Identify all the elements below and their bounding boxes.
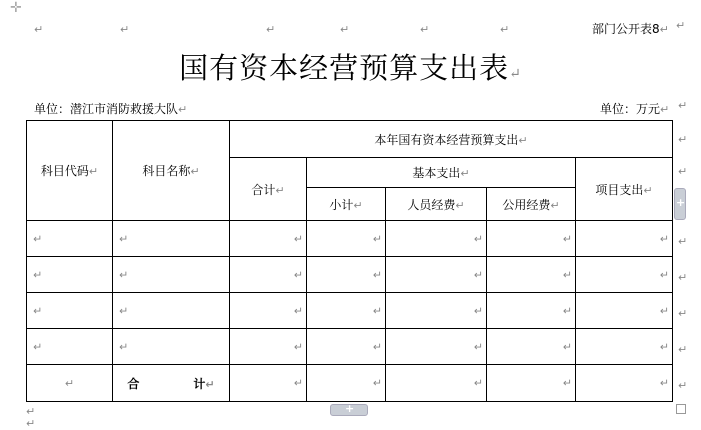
table-row: [27, 293, 673, 329]
plus-icon: +: [676, 196, 686, 209]
cell[interactable]: ↵: [576, 293, 673, 329]
cell[interactable]: ↵: [576, 257, 673, 293]
cell[interactable]: ↵: [576, 221, 673, 257]
header-public-funds: 公用经费↵: [487, 188, 576, 221]
cell[interactable]: ↵: [27, 257, 113, 293]
cell[interactable]: ↵: [386, 221, 487, 257]
plus-icon: +: [345, 402, 355, 415]
header-total: 合计↵: [230, 158, 307, 221]
paragraph-mark: ↵: [120, 23, 130, 36]
cell[interactable]: ↵: [576, 365, 673, 402]
unit-currency: 单位：万元↵: [600, 102, 670, 116]
paragraph-mark: ↵: [340, 23, 350, 36]
cell[interactable]: ↵: [307, 221, 386, 257]
cell[interactable]: ↵: [307, 293, 386, 329]
document-title: 国有资本经营预算支出表↵: [179, 51, 522, 85]
cell[interactable]: ↵: [386, 293, 487, 329]
table-move-handle-icon[interactable]: ✛: [10, 0, 22, 16]
cell[interactable]: ↵: [113, 221, 230, 257]
insert-row-handle[interactable]: [674, 188, 686, 220]
cell[interactable]: ↵: [307, 257, 386, 293]
budget-expenditure-table: [26, 120, 673, 402]
header-subject-name: 科目名称↵: [113, 121, 230, 221]
paragraph-mark: ↵: [26, 405, 36, 418]
unit-department: 单位：潜江市消防救援大队↵: [34, 102, 188, 116]
cell[interactable]: ↵: [113, 329, 230, 365]
cell[interactable]: ↵: [386, 257, 487, 293]
cell[interactable]: ↵: [386, 329, 487, 365]
total-label: 合 计↵: [113, 365, 230, 402]
table-row: [27, 221, 673, 257]
paragraph-mark: ↵: [34, 23, 44, 36]
cell[interactable]: ↵: [576, 329, 673, 365]
cell[interactable]: ↵: [307, 329, 386, 365]
cell[interactable]: ↵: [487, 329, 576, 365]
cell[interactable]: ↵: [230, 365, 307, 402]
cell[interactable]: ↵: [113, 257, 230, 293]
row-end-mark: ↵: [678, 99, 688, 112]
row-end-mark: ↵: [678, 133, 688, 146]
row-end-mark: ↵: [678, 379, 688, 392]
row-end-mark: ↵: [678, 343, 688, 356]
table-row: [27, 257, 673, 293]
table-reference-number: 部门公开表8↵: [592, 22, 669, 36]
cell[interactable]: ↵: [113, 293, 230, 329]
cell[interactable]: ↵: [230, 329, 307, 365]
cell[interactable]: ↵: [386, 365, 487, 402]
cell[interactable]: ↵: [230, 257, 307, 293]
header-personnel-funds: 人员经费↵: [386, 188, 487, 221]
cell[interactable]: ↵: [230, 293, 307, 329]
paragraph-mark: ↵: [26, 417, 36, 430]
cell[interactable]: ↵: [307, 365, 386, 402]
paragraph-mark: ↵: [500, 23, 510, 36]
row-end-mark: ↵: [678, 307, 688, 320]
cell[interactable]: ↵: [230, 221, 307, 257]
cell[interactable]: ↵: [27, 329, 113, 365]
header-subject-code: 科目代码↵: [27, 121, 113, 221]
header-current-year-expenditure: 本年国有资本经营预算支出↵: [230, 121, 673, 158]
header-project-expenditure: 项目支出↵: [576, 158, 673, 221]
table-row: [27, 329, 673, 365]
header-subtotal: 小计↵: [307, 188, 386, 221]
cell[interactable]: ↵: [487, 221, 576, 257]
row-end-mark: ↵: [678, 235, 688, 248]
row-end-mark: ↵: [678, 271, 688, 284]
row-end-mark: ↵: [678, 165, 688, 178]
row-end-mark: ↵: [676, 19, 686, 32]
cell[interactable]: ↵: [27, 221, 113, 257]
total-row: [27, 365, 673, 402]
cell[interactable]: ↵: [27, 293, 113, 329]
cell[interactable]: ↵: [487, 257, 576, 293]
cell[interactable]: ↵: [487, 365, 576, 402]
cell[interactable]: ↵: [27, 365, 113, 402]
insert-column-handle[interactable]: [330, 404, 368, 416]
paragraph-mark: ↵: [266, 23, 276, 36]
table-resize-handle[interactable]: [676, 404, 686, 414]
header-basic-expenditure: 基本支出↵: [307, 158, 576, 188]
paragraph-mark: ↵: [420, 23, 430, 36]
cell[interactable]: ↵: [487, 293, 576, 329]
